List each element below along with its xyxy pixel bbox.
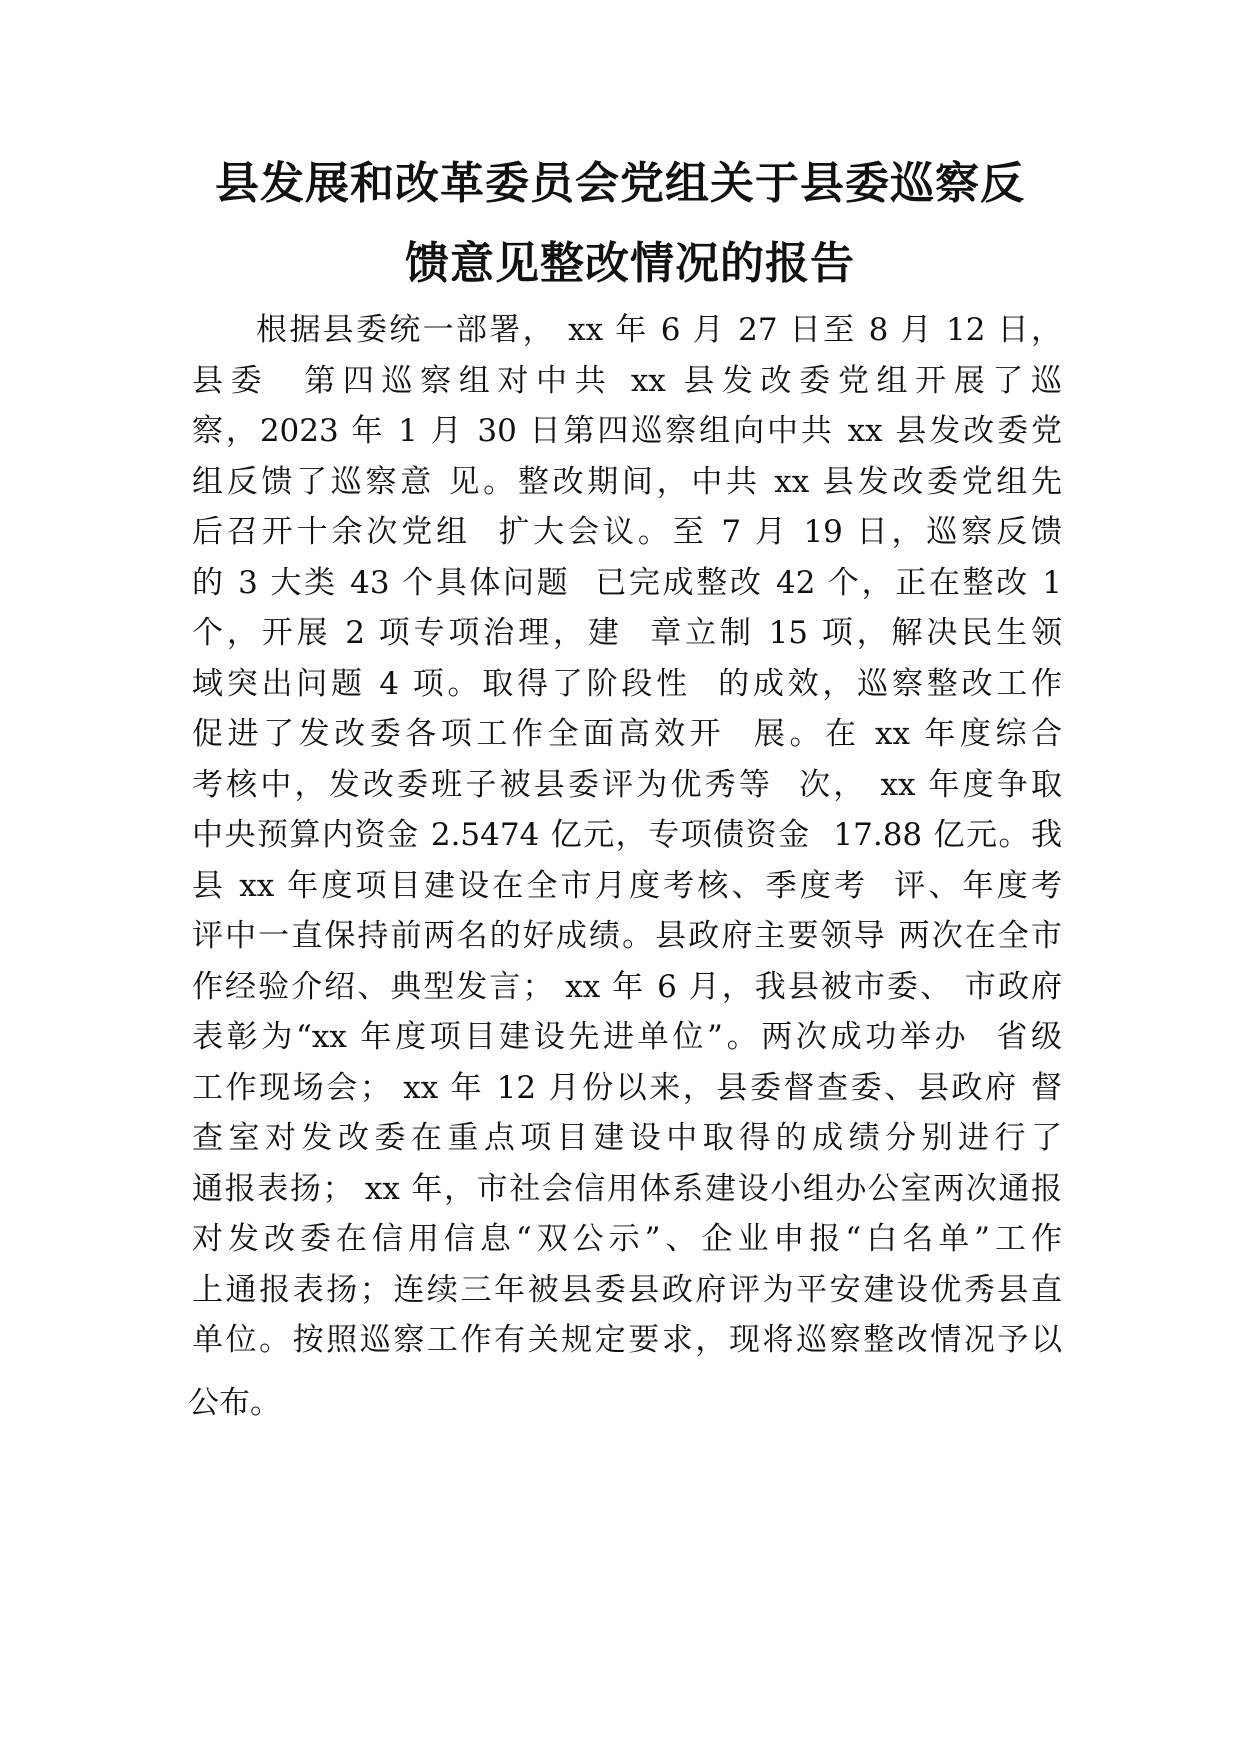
body-line: 县 xx 年度项目建设在全市月度考核、季度考 评、年度考 xyxy=(192,867,1062,904)
document-title-line-1: 县发展和改革委员会党组关于县委巡察反 xyxy=(215,158,1025,209)
body-line: 考核中，发改委班子被县委评为优秀等 次， xx 年度争取 xyxy=(192,766,1062,803)
body-line: 评中一直保持前两名的好成绩。县政府主要领导 两次在全市 xyxy=(192,918,1062,954)
body-line: 查室对发改委在重点项目建设中取得的成绩分别进行了 xyxy=(192,1120,1062,1156)
body-line: 县委 第四巡察组对中共 xx 县发改委党组开展了巡 xyxy=(192,362,1062,399)
body-line: 上通报表扬；连续三年被县委县政府评为平安建设优秀县直 xyxy=(192,1271,1062,1308)
body-line: 组反馈了巡察意 见。整改期间，中共 xx 县发改委党组先 xyxy=(192,463,1062,500)
body-line: 后召开十余次党组 扩大会议。至 7 月 19 日，巡察反馈 xyxy=(192,514,1062,550)
body-line: 单位。按照巡察工作有关规定要求，现将巡察整改情况予以 xyxy=(192,1322,1062,1358)
body-line: 促进了发改委各项工作全面高效开 展。在 xx 年度综合 xyxy=(192,716,1062,752)
body-line: 作经验介绍、典型发言； xx 年 6 月，我县被市委、 市政府 xyxy=(192,968,1062,1005)
body-line: 察，2023 年 1 月 30 日第四巡察组向中共 xx 县发改委党 xyxy=(192,413,1062,449)
body-line: 个，开展 2 项专项治理，建 章立制 15 项，解决民生领 xyxy=(192,615,1062,651)
body-line: 根据县委统一部署， xx 年 6 月 27 日至 8 月 12 日， xyxy=(256,312,1062,348)
body-line: 通报表扬； xx 年，市社会信用体系建设小组办公室两次通报 xyxy=(192,1170,1062,1207)
body-line: 的 3 大类 43 个具体问题 已完成整改 42 个，正在整改 1 xyxy=(192,564,1062,601)
body-line: 表彰为“xx 年度项目建设先进单位”。两次成功举办 省级 xyxy=(192,1019,1062,1055)
body-line: 公布。 xyxy=(188,1384,281,1421)
body-line: 工作现场会； xx 年 12 月份以来，县委督查委、县政府 督 xyxy=(192,1069,1062,1106)
document-title-line-2: 馈意见整改情况的报告 xyxy=(405,238,855,289)
body-line: 对发改委在信用信息“双公示”、企业申报“白名单”工作 xyxy=(192,1221,1062,1257)
document-body xyxy=(188,305,1062,1428)
body-line: 中央预算内资金 2.5474 亿元，专项债资金 17.88 亿元。我 xyxy=(192,817,1062,853)
body-line: 域突出问题 4 项。取得了阶段性 的成效，巡察整改工作 xyxy=(192,665,1062,702)
